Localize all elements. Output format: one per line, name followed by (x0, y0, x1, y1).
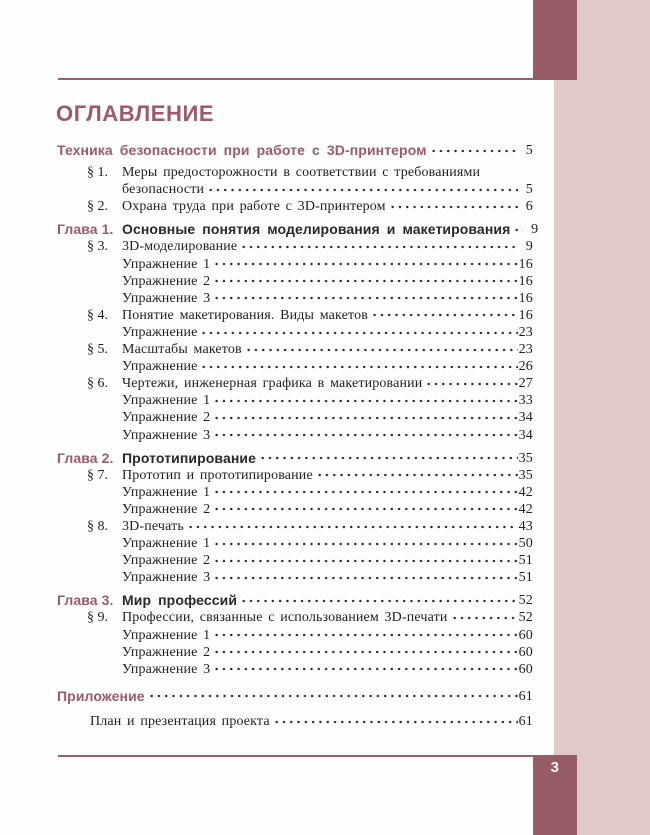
leader-dots (245, 341, 518, 358)
toc-entry-page: 26 (518, 359, 533, 375)
toc-row (57, 375, 533, 392)
page-title: ОГЛАВЛЕНИЕ (56, 100, 215, 126)
toc-row (57, 518, 533, 535)
toc-entry-text: Основные понятия моделирования и макетирования (122, 221, 511, 238)
footer-rule (58, 755, 533, 757)
toc-row (57, 535, 533, 552)
page-number: 3 (550, 759, 560, 776)
leader-dots (148, 688, 518, 705)
leader-dots (213, 661, 517, 678)
toc-row (57, 290, 533, 307)
toc-row (57, 307, 533, 324)
toc-entry-text: Упражнение 3 (122, 290, 211, 306)
toc-entry-label (57, 427, 122, 444)
toc-entry-text: Упражнение 1 (122, 393, 211, 409)
toc-entry-label: § 9. (87, 610, 108, 626)
toc-entry-text: Прототипирование (122, 449, 256, 466)
toc-row (57, 467, 533, 484)
leader-dots (213, 427, 517, 444)
toc-row (57, 273, 533, 290)
header-corner-block (533, 0, 577, 80)
toc-row (57, 164, 533, 181)
toc-entry-label (57, 290, 122, 307)
leader-dots (316, 467, 518, 484)
toc-row (57, 609, 533, 626)
toc-entry-text: Упражнение 3 (122, 661, 211, 677)
toc-entry-page: 34 (518, 427, 533, 443)
toc-row (57, 238, 533, 255)
leader-dots (200, 358, 517, 375)
toc-entry-page: 35 (518, 450, 533, 466)
leader-dots (213, 256, 517, 273)
leader-dots (451, 609, 518, 626)
toc-row (57, 552, 533, 569)
toc-entry-text: Приложение (57, 687, 145, 704)
toc-entry-page: 51 (518, 570, 533, 586)
toc-entry-label: § 7. (87, 467, 108, 483)
toc-row (57, 198, 533, 215)
toc-row (57, 569, 533, 586)
toc-entry-text: Упражнение 3 (122, 570, 211, 586)
toc-row (57, 484, 533, 501)
toc-entry-text: Чертежи, инженерная графика в макетировании (122, 376, 423, 392)
toc-entry-page: 50 (518, 536, 533, 552)
toc-entry-label: § 3. (87, 239, 108, 255)
toc-entry-label (57, 627, 122, 644)
toc-entry-label: Глава 2. (57, 449, 114, 466)
toc-entry-page: 60 (518, 627, 533, 643)
toc-entry-text: Упражнение 1 (122, 536, 211, 552)
leader-dots (259, 450, 518, 467)
toc-entry-text: Меры предосторожности в соответствии с требованиями (122, 165, 481, 181)
toc-entry-label: § 6. (87, 376, 108, 392)
toc-row (57, 627, 533, 644)
toc-entry-text: Масштабы макетов (122, 342, 242, 358)
toc-entry-page: 23 (518, 324, 533, 340)
toc-entry-text: Упражнение (122, 324, 198, 340)
toc-entry-page: 33 (518, 393, 533, 409)
table-of-contents (57, 142, 539, 730)
leader-dots (513, 221, 523, 238)
toc-entry-page: 23 (518, 342, 533, 358)
toc-entry-text: Упражнение 2 (122, 410, 211, 426)
toc-entry-text: Упражнение 1 (122, 484, 211, 500)
toc-entry-text: Упражнение 3 (122, 427, 211, 443)
toc-row (57, 256, 533, 273)
toc-entry-page: 9 (525, 239, 533, 255)
leader-dots (213, 535, 517, 552)
toc-entry-page: 42 (518, 484, 533, 500)
leader-dots (240, 238, 518, 255)
toc-entry-text: Упражнение 1 (122, 256, 211, 272)
toc-row (57, 392, 533, 409)
toc-entry-label: § 4. (87, 307, 108, 323)
leader-dots (425, 375, 517, 392)
leader-dots (273, 713, 518, 730)
toc-entry-label (57, 644, 122, 661)
toc-entry-label (57, 409, 122, 426)
leader-dots (389, 198, 518, 215)
leader-dots (207, 181, 518, 198)
toc-entry-text: Упражнение 1 (122, 627, 211, 643)
toc-entry-text: План и презентация проекта (90, 713, 270, 729)
leader-dots (213, 273, 517, 290)
toc-entry-label (57, 484, 122, 501)
toc-entry-text: 3D-печать (122, 518, 184, 534)
toc-entry-page: 52 (518, 593, 533, 609)
toc-row (57, 341, 533, 358)
toc-entry-text: Понятие макетирования. Виды макетов (122, 307, 368, 323)
leader-dots (430, 142, 518, 159)
leader-dots (213, 290, 517, 307)
toc-entry-page: 35 (518, 467, 533, 483)
toc-entry-page: 16 (518, 273, 533, 289)
toc-row (57, 324, 533, 341)
leader-dots (213, 569, 517, 586)
toc-entry-page: 9 (531, 222, 539, 238)
toc-entry-label (57, 358, 122, 375)
toc-entry-text: Упражнение 2 (122, 553, 211, 569)
toc-entry-text: Профессии, связанные с использованием 3D-печати (122, 610, 448, 626)
toc-entry-text: Упражнение 2 (122, 273, 211, 289)
toc-row (57, 450, 533, 467)
toc-entry-page: 6 (525, 199, 533, 215)
toc-entry-label (57, 324, 122, 341)
toc-entry-label (57, 181, 122, 198)
toc-entry-page: 51 (518, 553, 533, 569)
toc-entry-page: 52 (518, 610, 533, 626)
leader-dots (187, 518, 518, 535)
toc-row (57, 221, 539, 238)
sidebar-strip (554, 0, 650, 835)
toc-entry-text: Мир профессий (122, 592, 238, 609)
toc-row (57, 713, 533, 730)
leader-dots (213, 627, 517, 644)
toc-entry-label: § 8. (87, 518, 108, 534)
leader-dots (213, 501, 517, 518)
toc-entry-label: Глава 3. (57, 592, 114, 609)
leader-dots (213, 484, 517, 501)
toc-entry-text: Охрана труда при работе с 3D-принтером (122, 199, 386, 215)
toc-entry-text: Упражнение 2 (122, 644, 211, 660)
toc-entry-label (57, 392, 122, 409)
footer-corner-block (533, 755, 577, 835)
leader-dots (213, 644, 517, 661)
toc-entry-label: § 1. (87, 165, 108, 181)
toc-row (57, 501, 533, 518)
toc-entry-page: 27 (518, 376, 533, 392)
toc-row (57, 688, 533, 705)
leader-dots (213, 409, 517, 426)
toc-entry-text: 3D-моделирование (122, 239, 238, 255)
toc-entry-label (57, 535, 122, 552)
toc-entry-label: § 2. (87, 199, 108, 215)
leader-dots (371, 307, 518, 324)
toc-row (57, 427, 533, 444)
toc-entry-label (57, 569, 122, 586)
toc-entry-text: Упражнение 2 (122, 501, 211, 517)
toc-entry-page: 16 (518, 290, 533, 306)
toc-entry-page: 34 (518, 410, 533, 426)
toc-entry-text: Прототип и прототипирование (122, 467, 313, 483)
toc-entry-text: безопасности (122, 182, 205, 198)
toc-row (57, 181, 533, 198)
toc-entry-label: § 5. (87, 342, 108, 358)
toc-entry-page: 60 (518, 644, 533, 660)
leader-dots (213, 552, 517, 569)
toc-row (57, 661, 533, 678)
toc-entry-page: 5 (525, 143, 533, 158)
header-rule (58, 78, 533, 80)
toc-entry-label (57, 552, 122, 569)
toc-row (57, 142, 533, 159)
toc-row (57, 592, 533, 609)
toc-entry-indent (57, 713, 90, 730)
toc-entry-label (57, 256, 122, 273)
toc-entry-page: 43 (518, 518, 533, 534)
toc-entry-page: 16 (518, 256, 533, 272)
toc-entry-page: 61 (518, 688, 533, 704)
toc-row (57, 644, 533, 661)
toc-entry-page: 16 (518, 307, 533, 323)
toc-entry-text: Техника безопасности при работе с 3D-принтером (57, 142, 427, 158)
toc-row (57, 358, 533, 375)
leader-dots (240, 592, 518, 609)
toc-row (57, 409, 533, 426)
toc-entry-page: 42 (518, 501, 533, 517)
toc-entry-page: 60 (518, 661, 533, 677)
toc-entry-page: 61 (518, 713, 533, 729)
leader-dots (213, 392, 517, 409)
toc-entry-label (57, 661, 122, 678)
toc-entry-label (57, 501, 122, 518)
leader-dots (200, 324, 517, 341)
toc-entry-page: 5 (525, 182, 533, 198)
toc-entry-label: Глава 1. (57, 221, 114, 238)
toc-entry-label (57, 273, 122, 290)
toc-entry-text: Упражнение (122, 359, 198, 375)
